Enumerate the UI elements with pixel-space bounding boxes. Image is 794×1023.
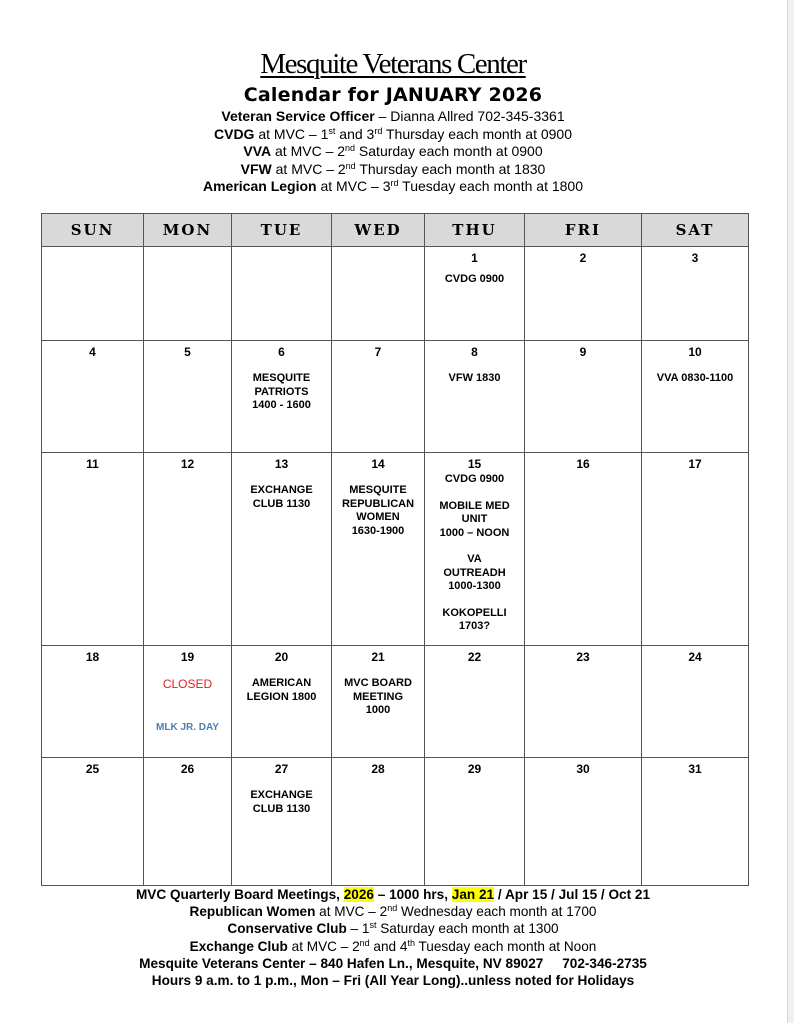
- day-number: 19: [180, 650, 195, 664]
- day-cell: [525, 341, 642, 453]
- day-cell: [42, 341, 144, 453]
- day-number: 18: [85, 650, 100, 664]
- event-label: KOKOPELLI 1703?: [442, 606, 507, 632]
- event-label: MESQUITE REPUBLICAN WOMEN 1630-1900: [341, 484, 415, 537]
- day-cell: [642, 453, 749, 646]
- day-cell: [525, 453, 642, 646]
- weekday-header: SAT: [642, 214, 749, 247]
- day-number: 27: [274, 762, 289, 776]
- calendar-week-row: [42, 758, 749, 886]
- meeting-info: [0, 108, 786, 196]
- day-cell: [42, 646, 144, 758]
- day-number: 28: [371, 762, 385, 776]
- empty-day-cell: [144, 247, 232, 341]
- day-number: 20: [274, 650, 289, 664]
- day-number: 13: [274, 457, 289, 471]
- day-cell: [232, 646, 332, 758]
- day-number: 29: [467, 762, 482, 776]
- day-cell: [642, 247, 749, 341]
- day-cell: [525, 247, 642, 341]
- highlight-date: Jan 21: [451, 887, 495, 902]
- meeting-line-vva: VVA at MVC – 2nd Saturday each month at 0900: [243, 143, 543, 160]
- day-cell: [332, 341, 425, 453]
- day-number: 4: [89, 345, 96, 359]
- day-number: 12: [180, 457, 195, 471]
- meeting-line-vfw: VFW at MVC – 2nd Thursday each month at 1830: [240, 160, 546, 177]
- day-cell: [42, 453, 144, 646]
- footer-notes: [0, 886, 786, 989]
- day-number: 7: [374, 345, 382, 359]
- officer-line: Veteran Service Officer – Dianna Allred 702-345-3361: [221, 108, 565, 124]
- event-label: VA OUTREADH 1000-1300: [443, 553, 506, 592]
- highlight-year: 2026: [343, 887, 374, 902]
- weekday-header: SUN: [42, 214, 144, 247]
- day-number: 16: [576, 457, 590, 471]
- calendar-week-row: [42, 341, 749, 453]
- day-cell: [525, 646, 642, 758]
- meeting-line-legion: American Legion at MVC – 3rd Tuesday each month at 1800: [203, 178, 583, 195]
- event-label: CVDG 0900: [444, 473, 505, 485]
- day-cell: [425, 453, 525, 646]
- day-number: 10: [688, 345, 702, 359]
- calendar-week-row: [42, 453, 749, 646]
- calendar-week-row: [42, 247, 749, 341]
- day-cell: [425, 758, 525, 886]
- meeting-line-cvdg: CVDG at MVC – 1st and 3rd Thursday each month at 0900: [214, 125, 572, 142]
- day-number: 23: [576, 650, 590, 664]
- day-number: 21: [371, 650, 385, 664]
- day-number: 11: [86, 457, 99, 471]
- day-cell: [332, 758, 425, 886]
- day-cell: [144, 453, 232, 646]
- event-label: MOBILE MED UNIT 1000 – NOON: [439, 499, 510, 539]
- day-cell: [642, 646, 749, 758]
- day-cell: [425, 341, 525, 453]
- day-cell: [144, 758, 232, 886]
- day-cell: [332, 453, 425, 646]
- day-cell: [144, 341, 232, 453]
- weekday-header: MON: [144, 214, 232, 247]
- day-cell: [232, 453, 332, 646]
- event-label: CVDG 0900: [444, 273, 505, 285]
- event-label: EXCHANGE CLUB 1130: [250, 789, 313, 815]
- day-number: 2: [579, 251, 587, 265]
- event-label: VVA 0830-1100: [656, 372, 734, 384]
- day-cell: [525, 758, 642, 886]
- day-number: 25: [85, 762, 100, 776]
- day-cell: [425, 646, 525, 758]
- day-number: 6: [278, 345, 285, 359]
- empty-day-cell: [232, 247, 332, 341]
- calendar-grid: [41, 213, 749, 886]
- exchange-club-line: Exchange Club at MVC – 2nd and 4th Tuesday each month at Noon: [189, 937, 597, 954]
- weekday-header: WED: [332, 214, 425, 247]
- republican-women-line: Republican Women at MVC – 2nd Wednesday each month at 1700: [189, 903, 597, 920]
- holiday-label: MLK JR. DAY: [156, 722, 219, 733]
- day-cell: [332, 646, 425, 758]
- day-cell: [642, 341, 749, 453]
- day-number: 5: [184, 345, 191, 359]
- page-edge: [787, 0, 794, 1023]
- weekday-header-row: [42, 214, 749, 247]
- empty-day-cell: [42, 247, 144, 341]
- day-number: 17: [688, 457, 702, 471]
- day-cell: [425, 247, 525, 341]
- day-number: 14: [371, 457, 385, 471]
- closed-label: CLOSED: [162, 677, 213, 691]
- calendar-subtitle: Calendar for JANUARY 2026: [243, 84, 543, 106]
- event-label: EXCHANGE CLUB 1130: [250, 484, 313, 510]
- calendar-week-row: [42, 646, 749, 758]
- day-number: 24: [688, 650, 702, 664]
- day-number: 26: [180, 762, 195, 776]
- day-number: 31: [688, 762, 702, 776]
- day-number: 22: [467, 650, 482, 664]
- event-label: AMERICAN LEGION 1800: [246, 677, 317, 703]
- weekday-header: TUE: [232, 214, 332, 247]
- day-cell: [232, 341, 332, 453]
- event-label: VFW 1830: [448, 372, 501, 384]
- day-number: 15: [467, 457, 482, 471]
- day-cell: [144, 646, 232, 758]
- board-meetings-line: MVC Quarterly Board Meetings, 2026 – 1000 hrs, Jan 21 / Apr 15 / Jul 15 / Oct 21: [135, 887, 651, 902]
- event-label: MESQUITE PATRIOTS 1400 - 1600: [252, 372, 311, 411]
- empty-day-cell: [332, 247, 425, 341]
- day-cell: [42, 758, 144, 886]
- conservative-club-line: Conservative Club – 1st Saturday each month at 1300: [227, 920, 559, 937]
- address-line: Mesquite Veterans Center – 840 Hafen Ln., Mesquite, NV 89027 702-346-2735: [139, 955, 647, 971]
- event-label: MVC BOARD MEETING 1000: [344, 677, 412, 716]
- hours-line: Hours 9 a.m. to 1 p.m., Mon – Fri (All Year Long)..unless noted for Holidays: [151, 973, 635, 989]
- weekday-header: FRI: [525, 214, 642, 247]
- day-number: 9: [579, 345, 587, 359]
- day-number: 30: [576, 762, 590, 776]
- day-number: 1: [471, 251, 478, 265]
- weekday-header: THU: [425, 214, 525, 247]
- day-cell: [642, 758, 749, 886]
- day-number: 8: [471, 345, 478, 359]
- page-title: Mesquite Veterans Center: [260, 48, 526, 80]
- day-cell: [232, 758, 332, 886]
- day-number: 3: [691, 251, 699, 265]
